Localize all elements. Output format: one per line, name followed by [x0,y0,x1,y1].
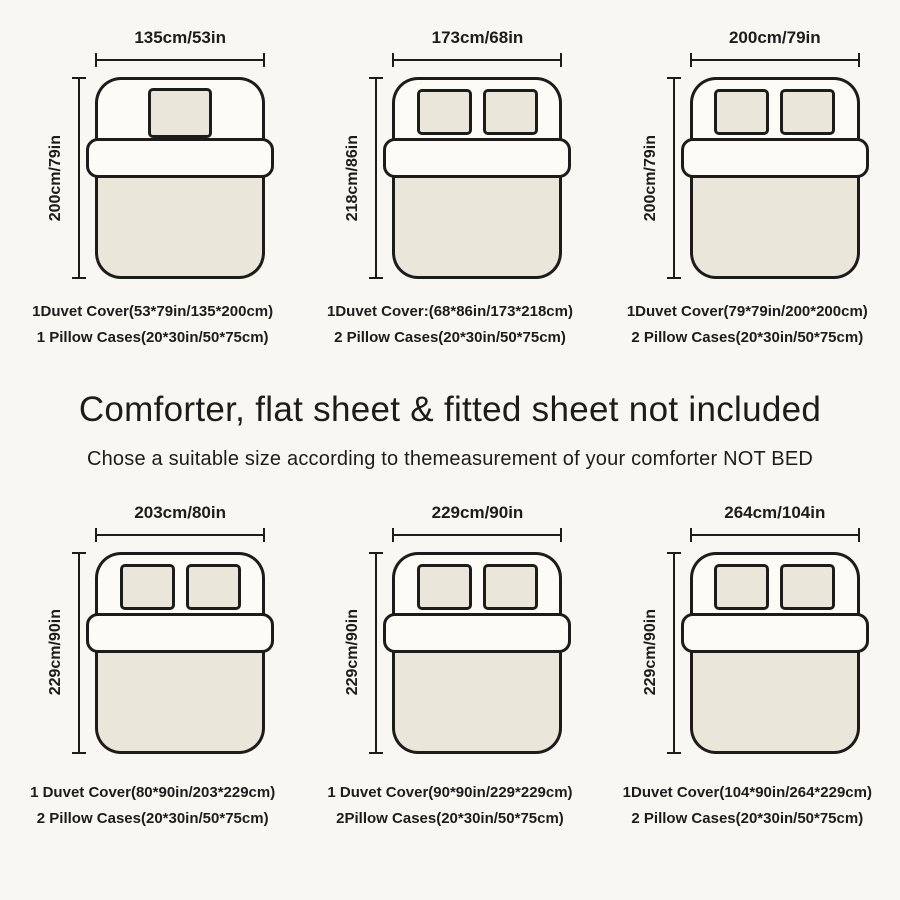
duvet-fold-band [681,138,869,178]
pillow-cases-spec: 2Pillow Cases(20*30in/50*75cm) [336,809,564,827]
height-dimension [337,77,383,279]
panel-203x229 [4,503,301,833]
width-dimension-label: 200cm/79in [728,28,821,47]
bed-diagram [40,503,265,754]
duvet [95,173,265,279]
duvet [392,173,562,279]
size-caption [627,299,868,352]
duvet-fold-band [383,138,571,178]
bed-headboard-area [95,77,265,143]
width-dimension-line [392,53,562,67]
pillow [148,88,212,138]
bed-illustration [690,552,860,754]
height-dimension [635,552,681,754]
duvet-cover-spec: 1Duvet Cover:(68*86in/173*218cm) [327,303,573,320]
disclaimer-block [10,390,890,471]
bottom-size-row [0,503,900,833]
bed-diagram [635,503,860,754]
pillow-cases-spec: 2 Pillow Cases(20*30in/50*75cm) [334,329,566,347]
bed-headboard-area [392,552,562,618]
pillow [417,564,472,610]
bed-headboard-area [690,77,860,143]
top-size-row [0,28,900,352]
pillow [780,564,835,610]
height-dimension-line [667,552,681,754]
pillow [483,89,538,135]
width-dimension-line [392,528,562,542]
bed-illustration [95,77,265,279]
width-dimension-line [95,53,265,67]
height-dimension-line [369,77,383,279]
pillow [417,89,472,135]
height-dimension-label: 200cm/79in [47,134,65,222]
width-dimension-label: 229cm/90in [431,502,524,522]
duvet [95,648,265,754]
width-dimension-line [690,528,860,542]
bed-illustration [392,552,562,754]
width-dimension-label: 173cm/68in [431,28,524,47]
pillow-cases-spec: 1 Pillow Cases(20*30in/50*75cm) [36,329,269,347]
duvet [690,173,860,279]
duvet-cover-spec: 1 Duvet Cover(90*90in/229*229cm) [327,783,573,801]
width-dimension-label: 203cm/80in [134,502,226,522]
pillow [714,564,769,610]
duvet-fold-band [383,613,571,653]
panel-173x218 [301,28,598,352]
height-dimension-label: 218cm/86in [344,134,362,222]
height-dimension-line [72,77,86,279]
height-dimension [635,77,681,279]
size-caption [30,780,275,833]
panel-229x229 [301,503,598,833]
pillow-cases-spec: 2 Pillow Cases(20*30in/50*75cm) [36,809,269,827]
pillow [120,564,175,610]
pillow [714,89,769,135]
bed-diagram [337,503,562,754]
width-dimension-label: 135cm/53in [134,28,226,47]
size-caption [32,299,273,352]
size-caption [327,780,572,833]
duvet-fold-band [86,138,274,178]
width-dimension-label: 264cm/104in [724,502,826,522]
height-dimension-label: 229cm/90in [47,609,65,696]
height-dimension [40,552,86,754]
panel-135x200 [4,28,301,352]
pillow [780,89,835,135]
width-dimension-line [690,53,860,67]
height-dimension-line [667,77,681,279]
bed-illustration [95,552,265,754]
duvet-fold-band [681,613,869,653]
bed-illustration [690,77,860,279]
pillow-cases-spec: 2 Pillow Cases(20*30in/50*75cm) [631,329,864,347]
panel-264x229 [599,503,896,833]
pillow [483,564,538,610]
bed-diagram [40,28,265,279]
pillow [186,564,241,610]
duvet [690,648,860,754]
disclaimer-subtitle: Chose a suitable size according to themeasurement of your comforter NOT BED [86,447,814,470]
height-dimension-label: 229cm/90in [344,609,362,696]
height-dimension [337,552,383,754]
duvet-cover-spec: 1Duvet Cover(79*79in/200*200cm) [626,303,868,320]
bed-diagram [635,28,860,279]
duvet-fold-band [86,613,274,653]
height-dimension-line [72,552,86,754]
width-dimension-line [95,528,265,542]
bed-illustration [392,77,562,279]
bed-headboard-area [95,552,265,618]
size-caption [623,780,872,833]
height-dimension [40,77,86,279]
bed-diagram [337,28,562,279]
panel-200x200 [599,28,896,352]
height-dimension-label: 200cm/79in [641,134,659,222]
duvet [392,648,562,754]
duvet-cover-spec: 1Duvet Cover(104*90in/264*229cm) [622,783,872,801]
size-caption [327,299,573,352]
bed-headboard-area [392,77,562,143]
duvet-cover-spec: 1 Duvet Cover(80*90in/203*229cm) [30,783,276,801]
bed-headboard-area [690,552,860,618]
duvet-cover-spec: 1Duvet Cover(53*79in/135*200cm) [32,303,274,320]
disclaimer-title: Comforter, flat sheet & fitted sheet not included [78,389,822,429]
pillow-cases-spec: 2 Pillow Cases(20*30in/50*75cm) [631,809,864,827]
height-dimension-line [369,552,383,754]
height-dimension-label: 229cm/90in [641,609,659,696]
